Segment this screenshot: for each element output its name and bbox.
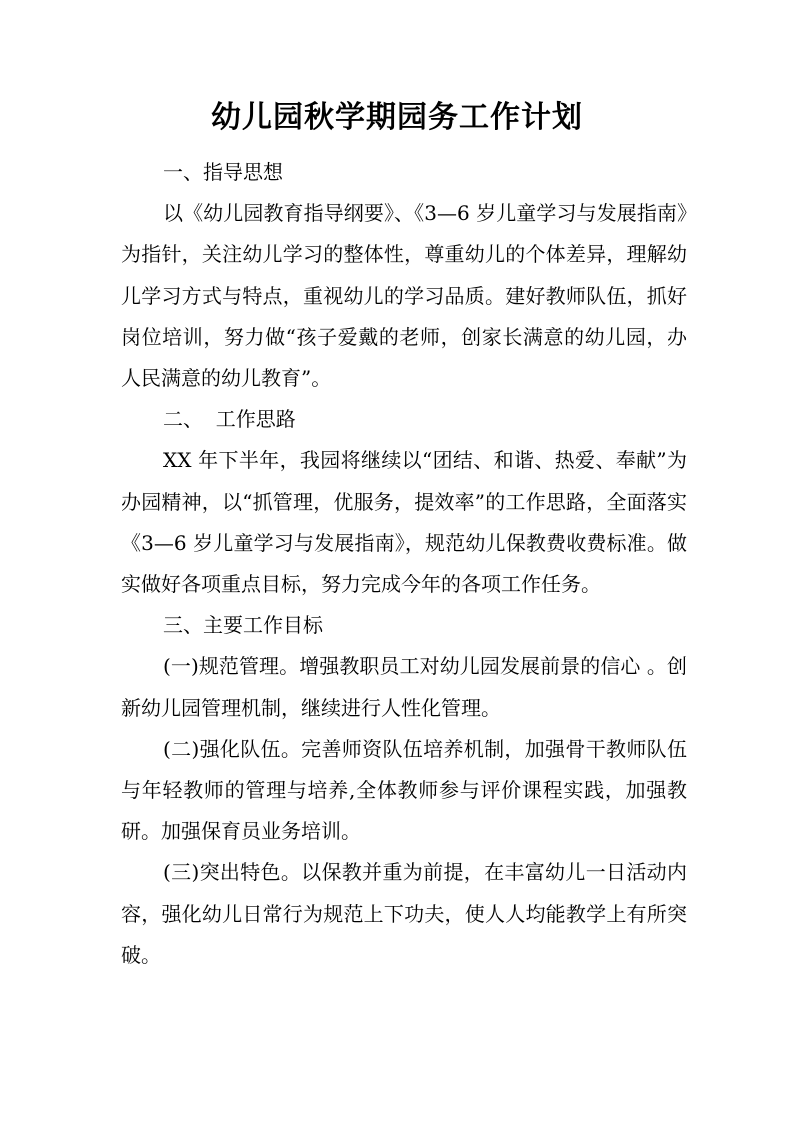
section-work-approach xyxy=(121,399,687,605)
document-body xyxy=(121,152,687,976)
paragraph: (三)突出特色。以保教并重为前提，在丰富幼儿一日活动内容，强化幼儿日常行为规范上下功夫，使人人均能教学上有所突破。 xyxy=(121,860,687,967)
paragraph: (二)强化队伍。完善师资队伍培养机制，加强骨干教师队伍与年轻教师的管理与培养,全体教师参与评价课程实践，加强教研。加强保育员业务培训。 xyxy=(121,736,687,844)
paragraph: 以《幼儿园教育指导纲要》、《3—6 岁儿童学习与发展指南》为指针，关注幼儿学习的整体性，尊重幼儿的个体差异，理解幼儿学习方式与特点，重视幼儿的学习品质。建好教师队伍，抓好岗位培训，努力做“孩子爱戴的老师，创家长满意的幼儿园，办人民满意的幼儿教育”。 xyxy=(121,201,687,391)
section-heading: 二、 工作思路 xyxy=(163,407,296,432)
section-guiding-ideology xyxy=(121,152,687,399)
paragraph: XX 年下半年，我园将继续以“团结、和谐、热爱、奉献”为办园精神，以“抓管理，优服务，提效率”的工作思路，全面落实《3—6 岁儿童学习与发展指南》，规范幼儿保教费收费标准。做实做好各项重点目标，努力完成今年的各项工作任务。 xyxy=(121,448,687,597)
paragraph: (一)规范管理。增强教职员工对幼儿园发展前景的信心 。创新幼儿园管理机制，继续进行人性化管理。 xyxy=(121,654,687,720)
document-title: 幼儿园秋学期园务工作计划 xyxy=(211,100,583,135)
section-heading: 三、主要工作目标 xyxy=(163,613,323,638)
section-heading: 一、指导思想 xyxy=(163,160,283,184)
section-main-goals xyxy=(121,605,687,976)
